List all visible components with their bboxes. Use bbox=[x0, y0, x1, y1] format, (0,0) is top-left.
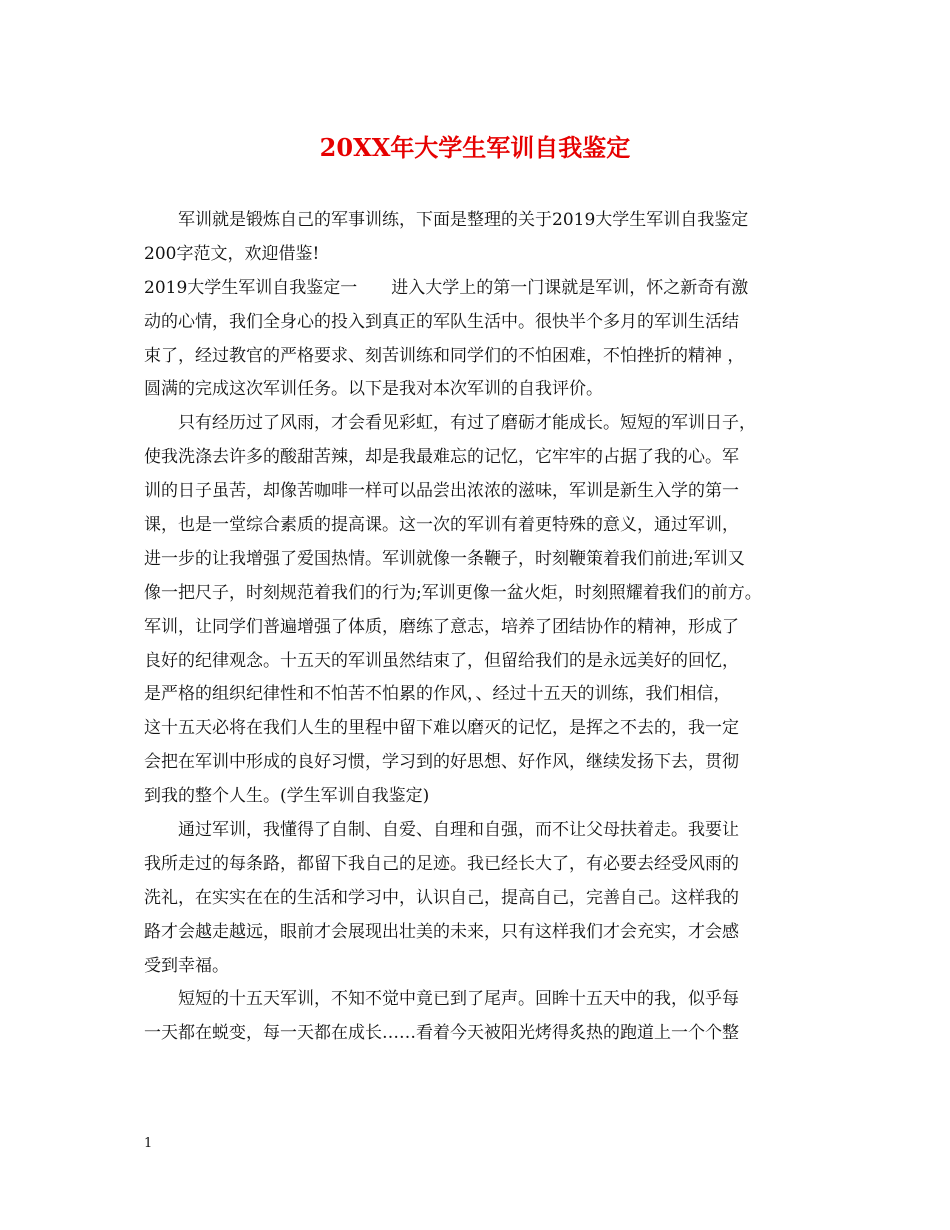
body-line: 路才会越走越远，眼前才会展现出壮美的未来，只有这样我们才会充实，才会感 bbox=[144, 921, 739, 942]
body-line: 短短的十五天军训，不知不觉中竟已到了尾声。回眸十五天中的我，似乎每 bbox=[178, 989, 739, 1010]
body-line: 动的心情，我们全身心的投入到真正的军队生活中。很快半个多月的军训生活结 bbox=[144, 311, 739, 332]
body-line: 这十五天必将在我们人生的里程中留下难以磨灭的记忆，是挥之不去的，我一定 bbox=[144, 718, 739, 739]
body-line: 课，也是一堂综合素质的提高课。这一次的军训有着更特殊的意义，通过军训， bbox=[144, 515, 739, 536]
body-line: 受到幸福。 bbox=[144, 955, 229, 976]
body-line: 会把在军训中形成的良好习惯，学习到的好思想、好作风，继续发扬下去，贯彻 bbox=[144, 752, 739, 773]
document-body bbox=[144, 204, 812, 1051]
body-line: 到我的整个人生。(学生军训自我鉴定) bbox=[144, 786, 430, 807]
body-line: 使我洗涤去许多的酸甜苦辣，却是我最难忘的记忆，它牢牢的占据了我的心。军 bbox=[144, 447, 739, 468]
body-line: 一天都在蜕变，每一天都在成长……看着今天被阳光烤得炙热的跑道上一个个整 bbox=[144, 1023, 739, 1044]
body-line: 2019大学生军训自我鉴定一 进入大学上的第一门课就是军训，怀之新奇有激 bbox=[144, 277, 749, 298]
body-line: 进一步的让我增强了爱国热情。军训就像一条鞭子，时刻鞭策着我们前进;军训又 bbox=[144, 548, 745, 569]
body-line: 圆满的完成这次军训任务。以下是我对本次军训的自我评价。 bbox=[144, 379, 603, 400]
body-line: 良好的纪律观念。十五天的军训虽然结束了，但留给我们的是永远美好的回忆， bbox=[144, 650, 739, 671]
body-line: 军训，让同学们普遍增强了体质，磨练了意志，培养了团结协作的精神，形成了 bbox=[144, 616, 739, 637]
page-number: 1 bbox=[144, 1136, 153, 1151]
document-title: 20XX年大学生军训自我鉴定 bbox=[319, 133, 631, 162]
body-line: 束了，经过教官的严格要求、刻苦训练和同学们的不怕困难，不怕挫折的精神 ， bbox=[144, 345, 745, 366]
body-line: 我所走过的每条路，都留下我自己的足迹。我已经长大了，有必要去经受风雨的 bbox=[144, 853, 739, 874]
body-line: 是严格的组织纪律性和不怕苦不怕累的作风，、经过十五天的训练，我们相信， bbox=[144, 684, 731, 705]
body-line: 200字范文，欢迎借鉴! bbox=[144, 243, 320, 264]
body-line: 通过军训，我懂得了自制、自爱、自理和自强，而不让父母扶着走。我要让 bbox=[178, 820, 739, 841]
body-line: 洗礼，在实实在在的生活和学习中，认识自己，提高自己，完善自己。这样我的 bbox=[144, 887, 739, 908]
body-line: 只有经历过了风雨，才会看见彩虹，有过了磨砺才能成长。短短的军训日子， bbox=[178, 413, 756, 434]
body-line: 军训就是锻炼自己的军事训练，下面是整理的关于2019大学生军训自我鉴定 bbox=[178, 210, 749, 230]
body-line: 训的日子虽苦，却像苦咖啡一样可以品尝出浓浓的滋味，军训是新生入学的第一 bbox=[144, 481, 739, 502]
body-line: 像一把尺子，时刻规范着我们的行为;军训更像一盆火炬，时刻照耀着我们的前方。 bbox=[144, 582, 762, 603]
